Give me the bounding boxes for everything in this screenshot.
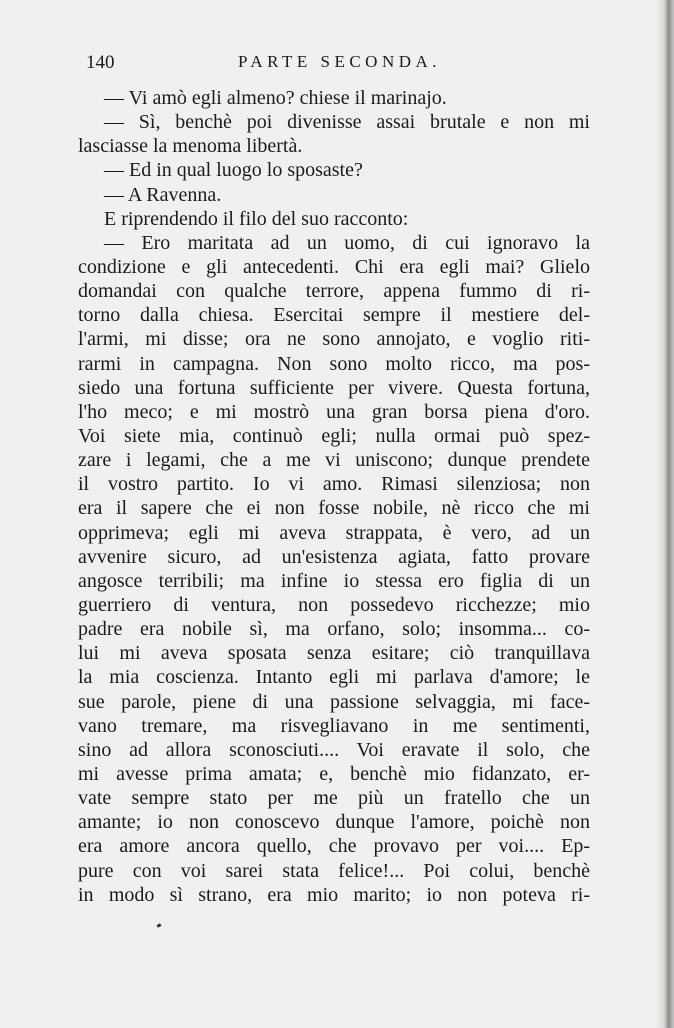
text-line: avvenire sicuro, ad un'esistenza agiata, fatto provare <box>78 545 590 568</box>
text-line: rarmi in campagna. Non sono molto ricco, ma pos- <box>78 352 590 375</box>
text-line: torno dalla chiesa. Esercitai sempre il mestiere del- <box>78 304 590 327</box>
text-line: amante; io non conoscevo dunque l'amore, poichè non <box>78 811 590 834</box>
text-line: vate sempre stato per me più un fratello che un <box>78 787 590 810</box>
text-line: era il sapere che ei non fosse nobile, nè ricco che mi <box>78 497 590 520</box>
text-line: lui mi aveva sposata senza esitare; ciò tranquillava <box>78 642 590 665</box>
text-line: vano tremare, ma risvegliavano in me sentimenti, <box>78 714 590 737</box>
text-line: l'ho meco; e mi mostrò una gran borsa piena d'oro. <box>78 400 590 423</box>
text-line: — Vi amò egli almeno? chiese il marinajo. <box>104 87 447 109</box>
page-header <box>86 52 596 78</box>
running-head: PARTE SECONDA. <box>238 52 442 71</box>
page-gutter-shadow <box>656 0 674 1028</box>
text-line: lasciasse la menoma libertà. <box>78 135 303 158</box>
text-line: il vostro partito. Io vi amo. Rimasi silenziosa; non <box>78 473 590 496</box>
text-line: condizione e gli antecedenti. Chi era egli mai? Glielo <box>78 255 590 278</box>
text-line: la mia coscienza. Intanto egli mi parlava d'amore; le <box>78 666 590 689</box>
text-line: — Sì, benchè poi divenisse assai brutale e non mi <box>104 111 590 134</box>
text-line: opprimeva; egli mi aveva strappata, è vero, ad un <box>78 521 590 544</box>
text-line: pure con voi sarei stata felice!... Poi colui, benchè <box>78 859 590 882</box>
text-line: in modo sì strano, era mio marito; io non poteva ri- <box>78 883 590 906</box>
text-line: sue parole, piene di una passione selvaggia, mi face- <box>78 690 590 713</box>
text-line: — Ero maritata ad un uomo, di cui ignoravo la <box>104 231 590 254</box>
text-line: siedo una fortuna sufficiente per vivere. Questa fortuna, <box>78 376 590 399</box>
text-line: — A Ravenna. <box>104 183 222 206</box>
text-line: — Ed in qual luogo lo sposaste? <box>104 159 363 182</box>
text-line: E riprendendo il filo del suo racconto: <box>104 207 409 230</box>
text-line: padre era nobile sì, ma orfano, solo; insomma... co- <box>78 618 590 641</box>
text-line: l'armi, mi disse; ora ne sono annojato, e voglio riti- <box>78 328 590 351</box>
text-line: domandai con qualche terrore, appena fummo di ri- <box>78 280 590 303</box>
text-line: era amore ancora quello, che provavo per voi.... Ep- <box>78 835 590 858</box>
text-line: angosce terribili; ma infine io stessa ero figlia di un <box>78 569 590 592</box>
text-line: guerriero di ventura, non possedevo ricchezze; mio <box>78 593 590 616</box>
text-line: mi avesse prima amata; e, benchè mio fidanzato, er- <box>78 762 590 785</box>
text-line: Voi siete mia, continuò egli; nulla ormai può spez- <box>78 424 590 447</box>
text-line: sino ad allora sconosciuti.... Voi eravate il solo, che <box>78 738 590 761</box>
text-line: zare i legami, che a me vi uniscono; dunque prendete <box>78 449 590 472</box>
ink-mark <box>157 923 162 928</box>
body-text <box>78 86 590 907</box>
page-number: 140 <box>86 52 115 73</box>
